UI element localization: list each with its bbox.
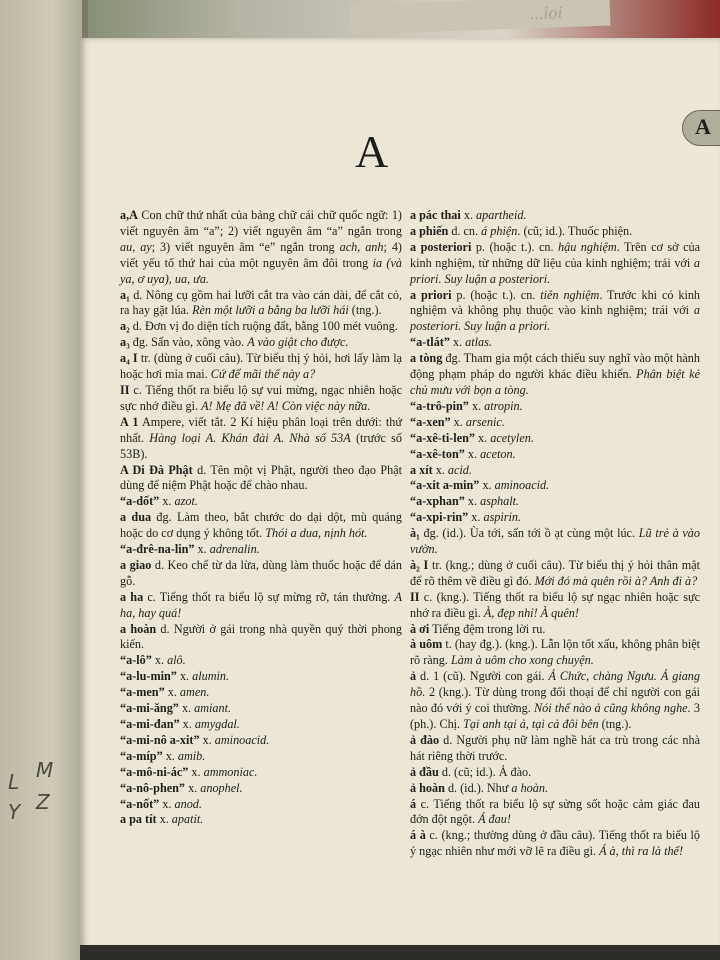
entry-headword: á — [410, 796, 417, 811]
margin-scribble: M — [36, 758, 54, 782]
entry-headword: “a-xen” — [410, 414, 451, 429]
entry-definition: (trước số 53B). — [120, 430, 402, 461]
thumb-index-letter: A — [695, 114, 711, 139]
dictionary-entry — [120, 717, 402, 733]
entry-example: Nói thế nào ả cũng không nghe. — [534, 701, 691, 716]
entry-headword: ả đầu — [410, 764, 439, 779]
dictionary-entry — [410, 669, 700, 733]
entry-headword: “a-xê-ton” — [410, 446, 465, 461]
entry-definition: x. — [176, 669, 193, 684]
entry-headword: a priori — [410, 287, 452, 302]
entry-headword: á à — [410, 828, 426, 843]
entry-headword: “a-xphan” — [410, 494, 465, 509]
entry-headword: a pác thai — [410, 208, 461, 222]
entry-definition: d. Đơn vị đo diện tích ruộng đất, bằng 100 mét vuông. — [129, 319, 398, 334]
entry-definition: x. — [468, 398, 485, 413]
dictionary-entry — [410, 335, 700, 351]
entry-example: apatit. — [171, 812, 204, 827]
entry-headword: “a-lô” — [120, 653, 152, 668]
entry-example: Á đau! — [478, 812, 511, 827]
entry-example: azot. — [174, 494, 198, 509]
dictionary-entry — [410, 240, 700, 288]
dictionary-entry — [120, 749, 402, 765]
entry-headword: II — [410, 589, 420, 604]
entry-example: Hàng loại A. Khán đài A. Nhà số 53A — [149, 430, 351, 445]
entry-example: aceton. — [480, 446, 516, 461]
entry-headword: a xít — [410, 462, 433, 477]
entry-headword: a₁ — [120, 287, 130, 302]
entry-example: asphalt. — [480, 494, 520, 509]
dictionary-entry — [120, 558, 402, 590]
entry-headword: “a-míp” — [120, 748, 163, 763]
dictionary-entry — [120, 383, 402, 415]
entry-headword: “a-xpi-rin” — [410, 510, 469, 525]
entry-example: á phiện — [481, 223, 518, 238]
dictionary-entry — [410, 208, 700, 224]
entry-definition: d. Người ở gái trong nhà quyền quý thời phong kiến. — [120, 621, 402, 652]
entry-definition: đg. Làm theo, bắt chước do dại dột, mù quáng hoặc do cơ dụng ý không tốt. — [120, 510, 402, 541]
entry-example: Cứ để mãi thế này a? — [210, 367, 316, 382]
entry-definition: đg. Tham gia một cách thiếu suy nghĩ vào một hành động phạm pháp do người khác điều khiển. — [410, 351, 700, 382]
entry-definition: x. — [151, 653, 168, 668]
entry-example: alô. — [167, 653, 186, 668]
dictionary-entry — [120, 669, 402, 685]
dictionary-entry — [120, 463, 402, 495]
entry-definition: 3 (ph.). Chị. — [410, 701, 700, 731]
entry-example: atropin. — [484, 398, 523, 413]
entry-definition: đg. Sấn vào, xông vào. — [129, 335, 248, 350]
entry-definition: c. (kng.; thường dùng ở đầu câu). Tiếng thốt ra biểu lộ ý ngạc nhiên như mới vỡ lẽ ra điều gì. — [410, 828, 701, 859]
dictionary-entry — [410, 463, 700, 479]
dictionary-entry — [410, 622, 700, 638]
entry-headword: A Di Đà Phật — [120, 462, 193, 477]
entry-example: Phân biệt kẻ chủ mưu với bọn a tòng. — [410, 367, 700, 397]
entry-example: a priori. Suy luận a posteriori. — [410, 255, 700, 286]
entry-definition: d. Người phụ nữ làm nghề hát ca trù trong các nhà hát riêng thời trước. — [410, 732, 701, 763]
entry-definition: t. (hay đg.). (kng.). Lẫn lộn tốt xấu, không phân biệt rõ ràng. — [410, 637, 700, 668]
entry-definition: c. Tiếng thốt ra biểu lộ sự mừng rỡ, tán thưởng. — [143, 589, 395, 604]
dictionary-entry — [120, 685, 402, 701]
entry-definition: x. — [479, 478, 495, 493]
entry-example: Tại anh tại ả, tại cả đôi bên — [463, 717, 599, 731]
entry-definition: x. — [432, 462, 448, 477]
margin-scribble: Y — [8, 800, 21, 824]
entry-headword: a dua — [120, 510, 152, 525]
entry-example: Á à, thì ra là thế! — [599, 844, 684, 859]
entry-definition: x. — [474, 430, 491, 445]
entry-example: Lũ trẻ à vào vườn. — [410, 526, 700, 557]
entry-headword: a giao — [120, 557, 152, 572]
entry-example: a posteriori. Suy luận a priori. — [410, 303, 700, 334]
entry-headword: a₃ — [120, 335, 130, 350]
entry-headword: a₄ I — [120, 351, 138, 366]
entry-definition: d. 1 (cũ). Người con gái. — [416, 669, 549, 684]
entry-headword: “a-xit a-min” — [410, 478, 480, 493]
page-bottom-edge — [80, 945, 720, 960]
entry-example: amen. — [179, 685, 210, 700]
entry-example: atlas. — [465, 335, 492, 350]
entry-definition: d. cn. — [448, 223, 482, 238]
entry-example: au, ay — [120, 239, 152, 254]
entry-example: Mới đó mà quên rồi à? Anh đi à? — [534, 573, 698, 588]
entry-example: acetylen. — [490, 430, 534, 445]
entry-definition: x. — [449, 335, 466, 350]
dictionary-entry — [120, 510, 402, 542]
entry-definition: d. Nông cụ gồm hai lưỡi cắt tra vào cán dài, để cắt cỏ, ra hay gặt lúa. — [120, 287, 402, 318]
entry-definition: . (cũ; id.). Thuốc phiện. — [517, 223, 633, 238]
dictionary-entry — [410, 431, 700, 447]
entry-example: ach, anh — [339, 239, 384, 254]
entry-definition: x. — [450, 414, 466, 429]
dictionary-entry — [410, 828, 700, 860]
dictionary-entry — [410, 590, 700, 622]
entry-headword: ả hoàn — [410, 780, 445, 795]
entry-definition: . Trước khi có kinh nghiệm và không phụ thuộc vào kinh nghiệm; trái với — [410, 287, 701, 318]
entry-headword: II — [120, 382, 130, 397]
entry-definition: tr. (kng.; dùng ở cuối câu). Từ biểu thị ý hỏi thân mật để rõ thêm về điều gì đó. — [410, 557, 700, 588]
dictionary-entry — [120, 415, 402, 463]
dictionary-entry — [410, 415, 700, 431]
dictionary-entry — [120, 653, 402, 669]
entry-headword: a tòng — [410, 351, 443, 366]
entry-definition: c. Tiếng thốt ra biểu lộ sự vui mừng, ngạc nhiên hoặc sực nhớ điều gì. — [120, 382, 402, 413]
entry-headword: “a-nốt” — [120, 796, 160, 811]
entry-headword: a pa tít — [120, 812, 157, 827]
entry-definition: (tng.). — [348, 303, 382, 318]
dictionary-entry — [120, 494, 402, 510]
entry-headword: “a-mô-ni-ác” — [120, 764, 189, 779]
entry-definition: ; 4) viết yếu tố thứ hai của một nguyên âm đôi trong — [120, 239, 402, 270]
entry-definition: p. (hoặc t.). cn. — [451, 287, 541, 302]
entry-definition: (tng.). — [598, 717, 632, 731]
entry-definition: d. (id.). Như — [444, 780, 512, 795]
background-book-spine: ...ioi — [350, 0, 611, 35]
entry-definition: đg. (id.). Ùa tới, sấn tới ồ ạt cùng một lúc. — [419, 526, 639, 541]
entry-definition: d. (cũ; id.). Ả đào. — [438, 764, 532, 779]
entry-headword: “a-nô-phen” — [120, 780, 186, 795]
entry-example: Ả Chức, chàng Ngưu. Ả giang hồ. — [410, 669, 700, 700]
entry-headword: “a-lu-min” — [120, 669, 177, 684]
dictionary-entry — [410, 733, 700, 765]
dictionary-entry — [410, 399, 700, 415]
entry-example: A! Mẹ đã về! A! Còn việc này nữa. — [201, 398, 371, 413]
entry-definition: x. — [194, 542, 210, 557]
dictionary-entry — [120, 208, 402, 288]
dictionary-entry — [120, 812, 402, 828]
left-column — [120, 208, 402, 828]
entry-definition: x. — [464, 446, 481, 461]
dictionary-entry — [410, 510, 700, 526]
entry-headword: “a-men” — [120, 685, 165, 700]
entry-headword: a phiến — [410, 223, 449, 238]
section-heading: A — [355, 126, 389, 177]
entry-headword: a posteriori — [410, 239, 472, 254]
entry-headword: “a-dốt” — [120, 494, 160, 509]
entry-example: apartheid. — [476, 208, 527, 222]
entry-definition: d. Keo chế từ da lừa, dùng làm thuốc hoặc để dán gỗ. — [120, 557, 402, 588]
entry-headword: “a-trô-pin” — [410, 398, 469, 413]
entry-definition: c. (kng.). Tiếng thốt ra biểu lộ sự ngạc nhiên hoặc sực nhớ ra điều gì. — [410, 589, 700, 620]
entry-definition: . Trên cơ sở của kinh nghiệm, từ những dữ liệu của kinh nghiệm; trái với — [410, 239, 700, 270]
dictionary-entry — [120, 590, 402, 622]
entry-example: acid. — [447, 462, 472, 477]
thumb-index-tab[interactable] — [682, 110, 720, 146]
entry-example: amib. — [177, 748, 206, 763]
entry-headword: a hoàn — [120, 621, 157, 636]
entry-example: aminoacid. — [214, 732, 270, 747]
entry-headword: “a-mi-đan” — [120, 717, 180, 731]
entry-definition: ; 3) viết nguyên âm “e” ngắn trong — [151, 239, 340, 254]
entry-definition: x. — [179, 717, 195, 731]
dictionary-entry — [120, 733, 402, 749]
entry-example: alumin. — [192, 669, 230, 684]
entry-example: arsenic. — [465, 414, 505, 429]
entry-definition: x. — [159, 494, 175, 509]
dictionary-entry — [410, 351, 700, 399]
dictionary-entry — [120, 622, 402, 654]
dictionary-entry — [410, 526, 700, 558]
dictionary-entry — [410, 558, 700, 590]
entry-example: A ha, hay quá! — [120, 589, 402, 620]
entry-definition: x. — [468, 510, 484, 525]
dictionary-entry — [410, 797, 700, 829]
dictionary-entry — [410, 781, 700, 797]
entry-definition: x. — [188, 764, 204, 779]
entry-example: aminoacid. — [494, 478, 550, 493]
entry-example: tiên nghiệm — [540, 287, 600, 302]
dictionary-entry — [120, 335, 402, 351]
entry-headword: à ơi — [410, 621, 430, 636]
entry-example: Làm à uôm cho xong chuyện. — [450, 653, 594, 668]
entry-example: hậu nghiệm — [558, 239, 617, 254]
dictionary-entry — [120, 288, 402, 320]
entry-example: adrenalin. — [209, 542, 260, 557]
entry-headword: à uôm — [410, 637, 443, 652]
entry-example: ia (và ya, ơ uya), ua, ưa. — [120, 255, 402, 286]
entry-headword: “a-tlát” — [410, 335, 450, 350]
dictionary-entry — [120, 797, 402, 813]
dictionary-entry — [410, 494, 700, 510]
dictionary-entry — [410, 224, 700, 240]
entry-definition: x. — [460, 208, 477, 222]
entry-definition: Tiếng đệm trong lời ru. — [429, 621, 546, 636]
entry-example: Rèn một lưỡi a bằng ba lưỡi hái — [192, 303, 349, 318]
entry-definition: x. — [464, 494, 481, 509]
entry-headword: ả đào — [410, 732, 440, 747]
dictionary-entry — [120, 319, 402, 335]
entry-definition: x. — [185, 780, 201, 795]
entry-headword: “a-mi-ăng” — [120, 701, 179, 716]
dictionary-entry — [120, 765, 402, 781]
margin-scribble: L — [8, 770, 20, 794]
dictionary-entry — [410, 637, 700, 669]
entry-example: anophel. — [200, 780, 243, 795]
dictionary-entry — [120, 781, 402, 797]
entry-headword: à₂ I — [410, 557, 429, 572]
entry-example: ammoniac. — [203, 764, 258, 779]
entry-headword: “a-xê-ti-len” — [410, 430, 475, 445]
margin-scribble: Z — [36, 790, 50, 814]
entry-example: amiant. — [194, 701, 232, 716]
dictionary-entry — [120, 351, 402, 383]
entry-example: amygdal. — [194, 717, 240, 731]
entry-definition: c. Tiếng thốt ra biểu lộ sự sửng sốt hoặc cảm giác đau đớn đột ngột. — [410, 796, 700, 827]
dictionary-entry — [410, 765, 700, 781]
entry-definition: d. Tên một vị Phật, người theo đạo Phật dùng để niệm Phật hoặc để chào nhau. — [120, 462, 402, 493]
entry-headword: “a-đrê-na-lin” — [120, 542, 195, 557]
entry-headword: a,A — [120, 208, 138, 222]
right-column — [410, 208, 700, 860]
entry-definition: x. — [162, 748, 178, 763]
entry-headword: a₂ — [120, 319, 130, 334]
dictionary-entry — [120, 701, 402, 717]
entry-definition: x. — [178, 701, 195, 716]
entry-definition: x. — [159, 796, 175, 811]
dictionary-entry — [410, 447, 700, 463]
dictionary-entry — [120, 542, 402, 558]
entry-definition: x. — [164, 685, 180, 700]
entry-headword: à₁ — [410, 526, 420, 541]
entry-example: A vào giật cho được. — [247, 335, 349, 350]
entry-example: À, đẹp nhỉ! À quên! — [483, 605, 579, 620]
entry-example: aspirin. — [483, 510, 522, 525]
entry-definition: tr. (dùng ở cuối câu). Từ biểu thị ý hỏi, hơi lấy làm lạ hoặc hơi mỉa mai. — [120, 351, 402, 382]
entry-definition: 2 (kng.). Từ dùng trong đối thoại để chỉ người con gái nào đó với ý coi thường. — [410, 685, 700, 716]
dictionary-entry — [410, 478, 700, 494]
entry-example: Thói a dua, nịnh hót. — [265, 526, 368, 541]
entry-headword: a ha — [120, 589, 144, 604]
entry-headword: ả — [410, 669, 417, 684]
entry-headword: “a-mi-nô a-xit” — [120, 732, 200, 747]
entry-definition: x. — [156, 812, 172, 827]
entry-definition: x. — [199, 732, 215, 747]
dictionary-entry — [410, 288, 700, 336]
entry-definition: p. (hoặc t.). cn. — [471, 239, 559, 254]
entry-example: a hoàn. — [511, 780, 548, 795]
entry-headword: A 1 — [120, 414, 139, 429]
entry-definition: Ampere, viết tắt. 2 Kí hiệu phân loại trên dưới: thứ nhất. — [120, 414, 402, 445]
entry-example: anod. — [174, 796, 202, 811]
entry-definition: Con chữ thứ nhất của bảng chữ cái chữ quốc ngữ: 1) viết nguyên âm “a”; 2) viết nguyên âm “a” ngắn trong — [120, 208, 402, 238]
